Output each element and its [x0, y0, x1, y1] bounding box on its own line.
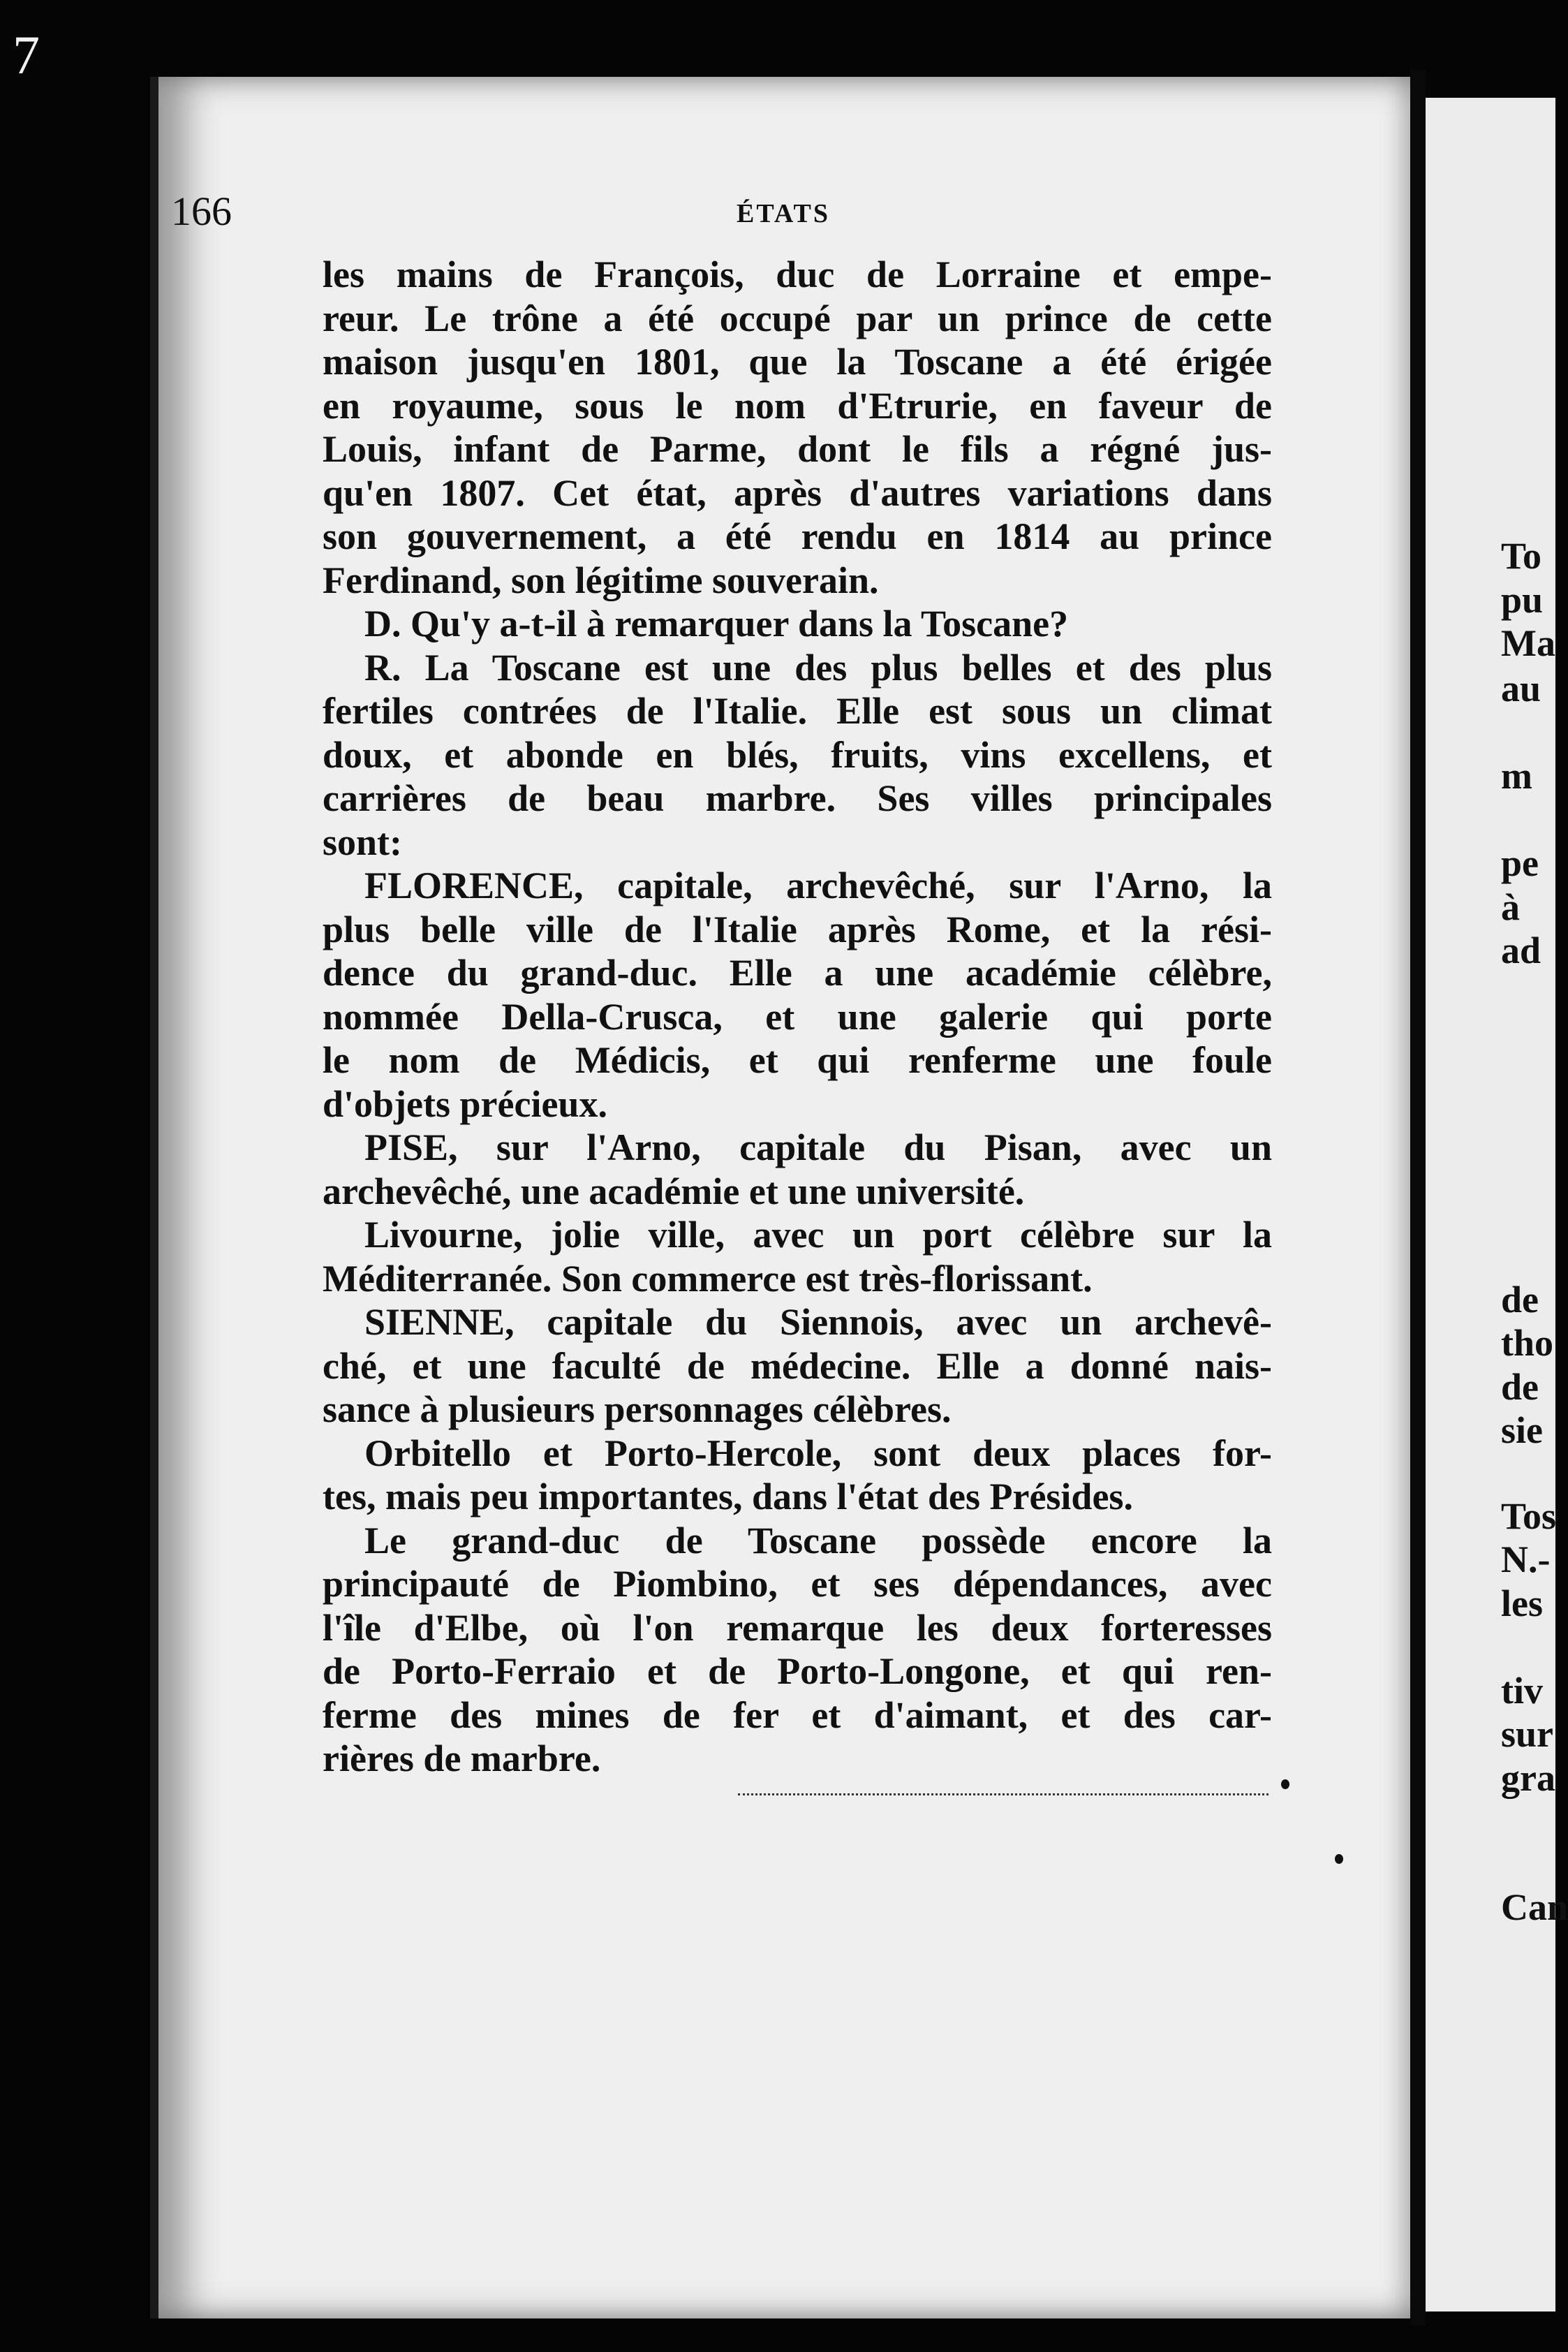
text-line: Louis, infant de Parme, dont le fils a régné jus- [323, 428, 1272, 470]
ink-dot [1335, 1854, 1343, 1864]
text-line: le nom de Médicis, et qui renferme une foule [323, 1039, 1272, 1081]
text-line: les mains de François, duc de Lorraine et empe- [323, 253, 1272, 295]
text-line: doux, et abonde en blés, fruits, vins excellens, et [323, 733, 1272, 776]
page-gutter [1410, 70, 1426, 2325]
text-line: qu'en 1807. Cet état, après d'autres variations dans [323, 471, 1272, 514]
text-line: en royaume, sous le nom d'Etrurie, en faveur de [323, 384, 1272, 427]
fragment: Can [1501, 1886, 1568, 1928]
text-line: tes, mais peu importantes, dans l'état des Présides. [323, 1476, 1133, 1517]
text-line: l'île d'Elbe, où l'on remarque les deux forteresses [323, 1606, 1272, 1649]
fragment: pe [1501, 842, 1539, 884]
text-line: sont: [323, 821, 403, 863]
fragment: sur [1501, 1713, 1554, 1755]
fragment: de [1501, 1279, 1539, 1321]
fragment: To [1501, 535, 1542, 577]
page-number: 166 [171, 189, 232, 234]
fragment: de [1501, 1366, 1539, 1408]
fragment: à [1501, 886, 1520, 928]
text-line: Méditerranée. Son commerce est très-florissant. [323, 1257, 1093, 1300]
fragment: les [1501, 1582, 1543, 1624]
text-line: d'objets précieux. [323, 1082, 607, 1125]
text-line: plus belle ville de l'Italie après Rome, et la rési- [323, 908, 1272, 950]
text-line: dence du grand-duc. Elle a une académie célèbre, [323, 952, 1272, 994]
text-line: maison jusqu'en 1801, que la Toscane a été érigée [323, 341, 1272, 383]
fragment: tiv [1501, 1670, 1543, 1712]
text-line: Orbitello et Porto-Hercole, sont deux places for- [364, 1432, 1272, 1474]
corner-mark: 7 [13, 24, 40, 85]
answer-line: R. La Toscane est une des plus belles et des plus [364, 646, 1272, 689]
fragment: Ma [1501, 622, 1555, 664]
running-head: ÉTATS [737, 199, 830, 228]
ink-dot [1281, 1779, 1289, 1789]
body-text [323, 253, 1272, 1781]
fragment: pu [1501, 579, 1544, 621]
text-line: Le grand-duc de Toscane possède encore la [364, 1519, 1272, 1561]
text-line: ferme des mines de fer et d'aimant, et des car- [323, 1693, 1272, 1736]
text-line: de Porto-Ferraio et de Porto-Longone, et qui ren- [323, 1650, 1272, 1692]
text-line: archevêché, une académie et une université. [323, 1170, 1025, 1212]
text-line: fertiles contrées de l'Italie. Elle est sous un climat [323, 690, 1272, 732]
text-line: FLORENCE, capitale, archevêché, sur l'Arno, la [364, 865, 1272, 906]
text-line: principauté de Piombino, et ses dépendances, avec [323, 1563, 1272, 1605]
text-line: carrières de beau marbre. Ses villes principales [323, 777, 1272, 819]
text-line: sance à plusieurs personnages célèbres. [323, 1388, 952, 1430]
text-line: reur. Le trône a été occupé par un prince de cette [323, 297, 1272, 339]
fragment: tho [1501, 1322, 1554, 1364]
text-line: Ferdinand, son légitime souverain. [323, 559, 879, 601]
text-line: rières de marbre. [323, 1737, 601, 1779]
fragment: N.- [1501, 1538, 1551, 1580]
text-line: Livourne, jolie ville, avec un port célèbre sur la [364, 1214, 1272, 1256]
text-line: son gouvernement, a été rendu en 1814 au prince [323, 515, 1272, 557]
text-line: SIENNE, capitale du Siennois, avec un archevê- [364, 1301, 1272, 1343]
page-header [171, 189, 1288, 244]
question-line: D. Qu'y a-t-il à remarquer dans la Toscane? [364, 603, 1069, 645]
fragment: Tos [1501, 1495, 1557, 1537]
text-line: PISE, sur l'Arno, capitale du Pisan, avec un [364, 1126, 1272, 1168]
fragment: au [1501, 668, 1541, 710]
text-line: nommée Della-Crusca, et une galerie qui porte [323, 995, 1272, 1038]
fragment: sie [1501, 1409, 1543, 1451]
right-page-fragment [1426, 98, 1555, 2311]
fragment: m [1501, 755, 1532, 797]
fragment: ad [1501, 929, 1541, 971]
text-line: ché, et une faculté de médecine. Elle a donné nais- [323, 1344, 1272, 1387]
end-rule [738, 1793, 1269, 1795]
fragment: gra [1501, 1757, 1555, 1799]
